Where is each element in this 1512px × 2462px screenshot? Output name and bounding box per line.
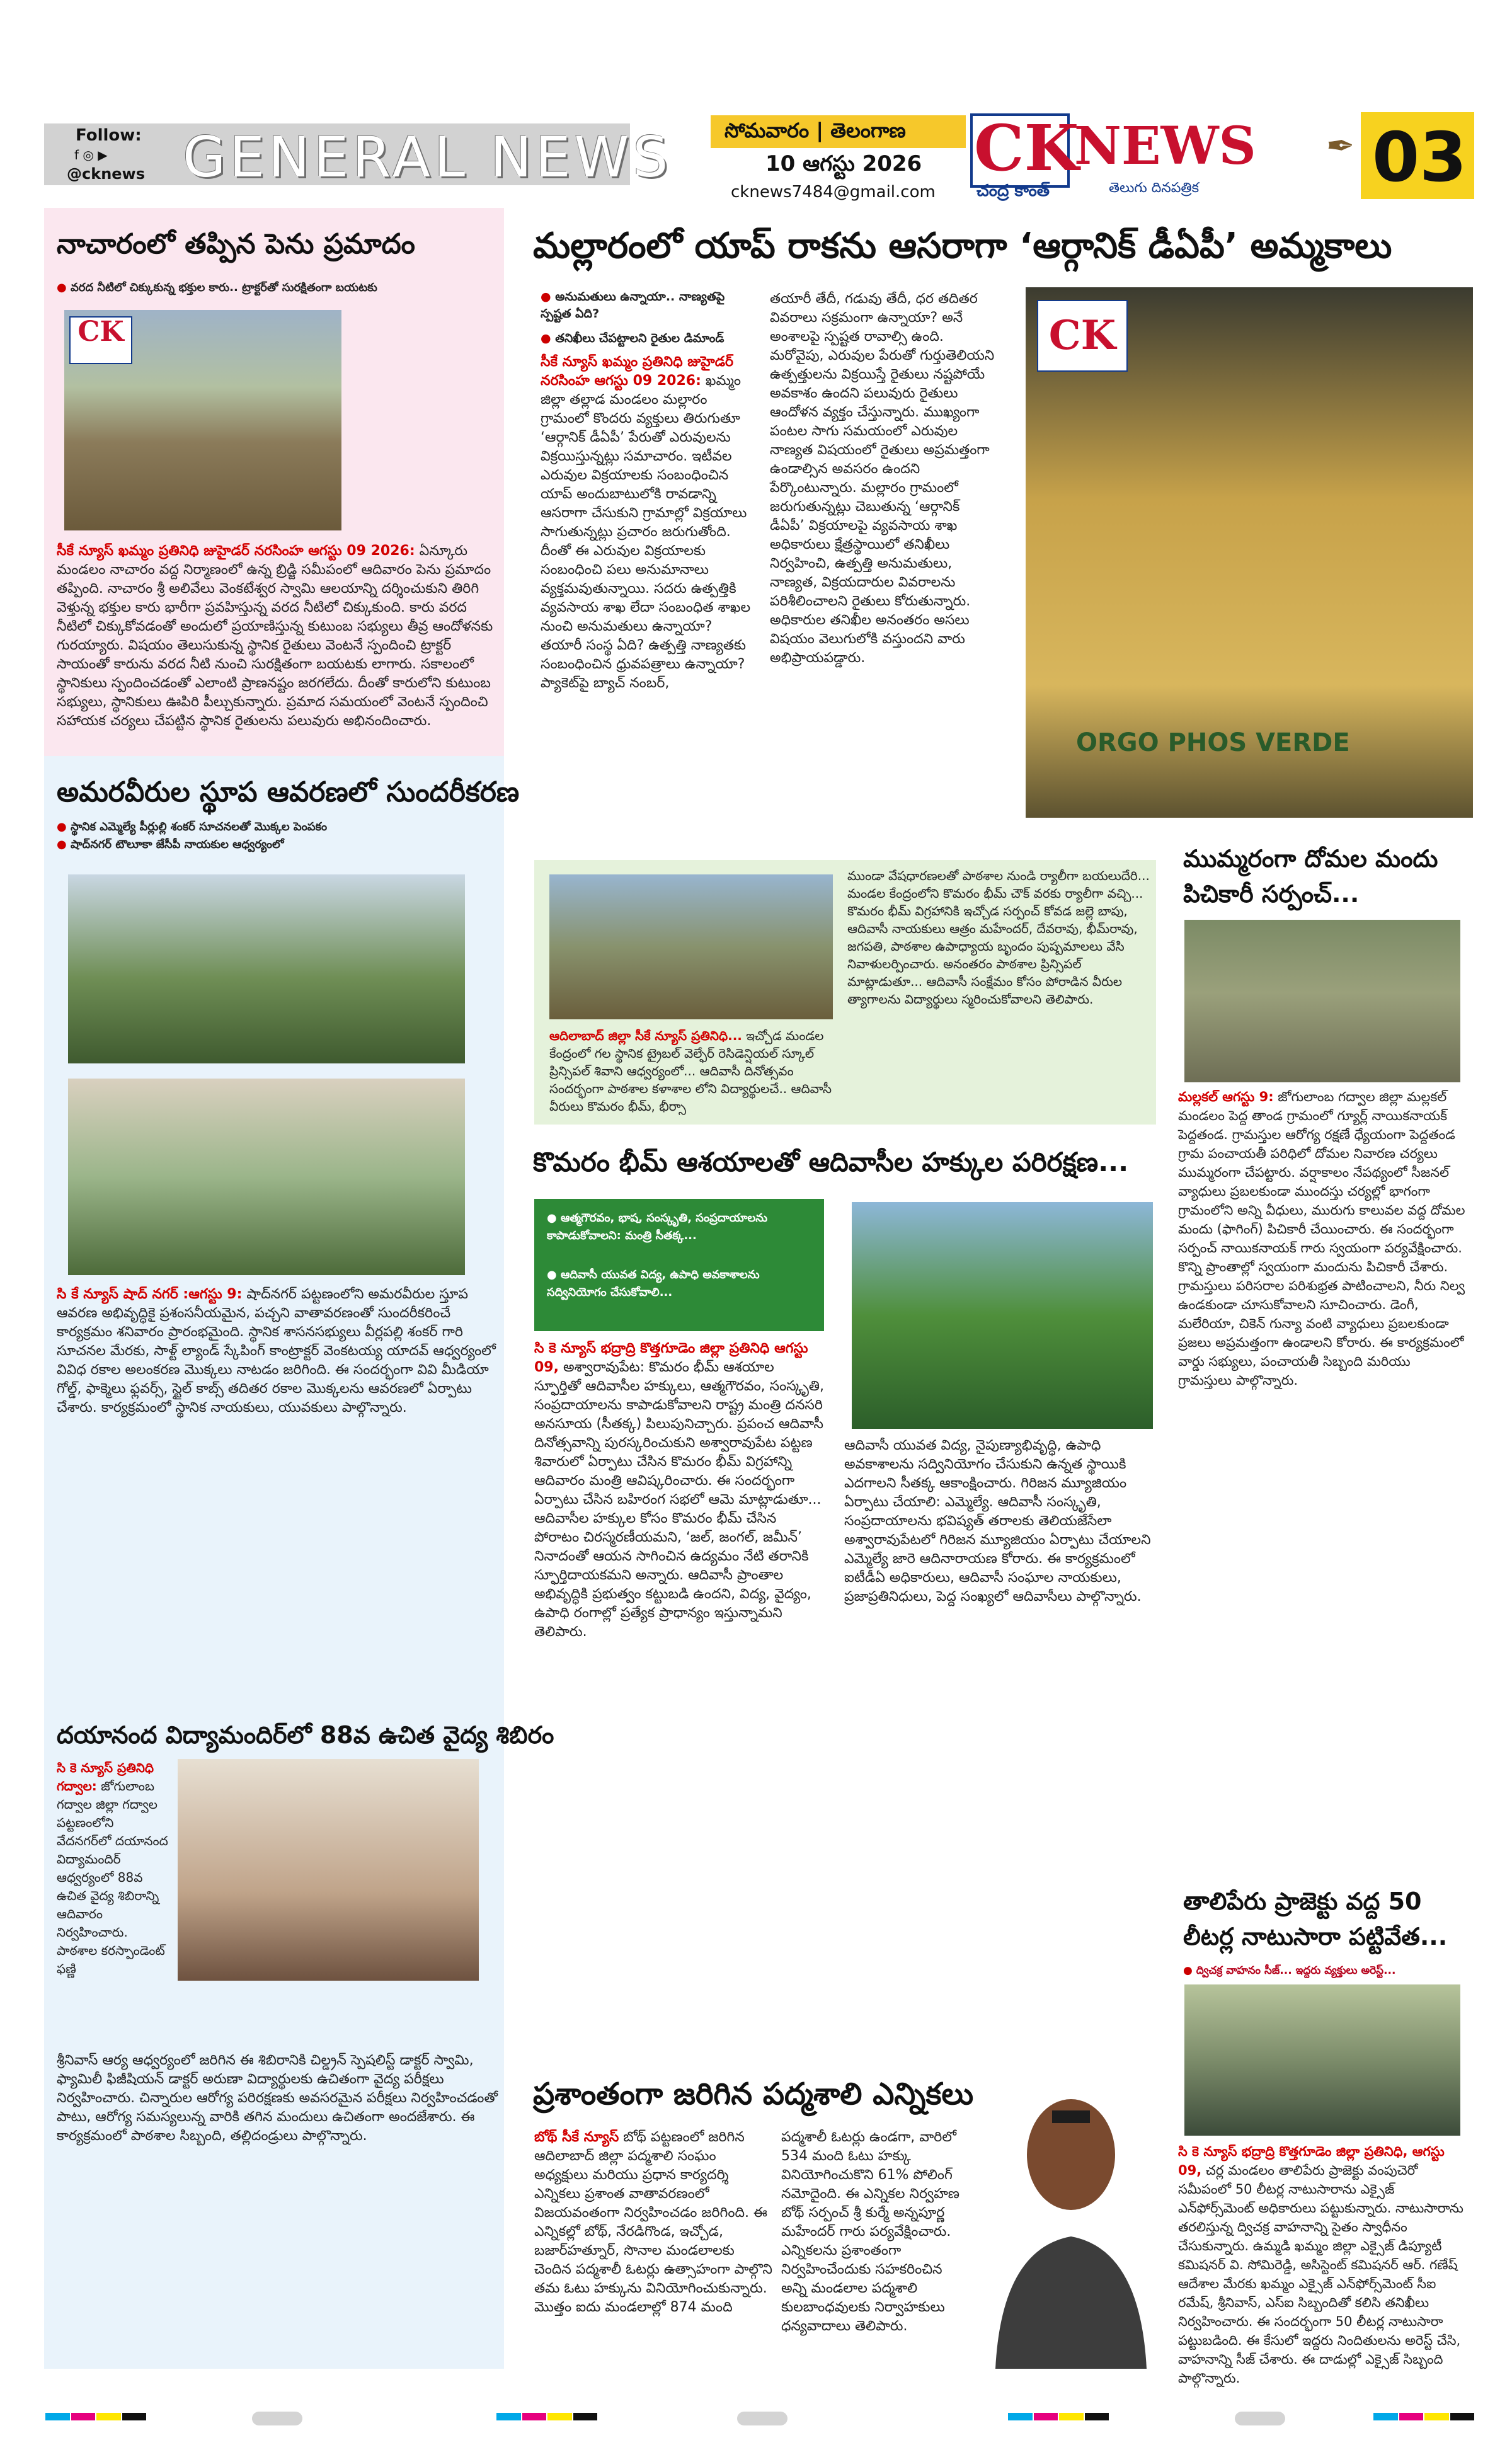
photo-fertilizer-sacks (1026, 287, 1473, 818)
lead-taliperu: సి కె న్యూస్ భద్రాద్రి కొత్తగూడెం జిల్లా ప్రతినిధి, ఆగస్టు 09, (1178, 2144, 1445, 2178)
logo-sub-right: తెలుగు దినపత్రిక (1109, 180, 1200, 196)
oval-mark-1 (252, 2412, 302, 2425)
body-tribal-b: ముండా వేషధారణలతో పాఠశాల నుండి ర్యాలీగా బయలుదేరి... మండల కేంద్రంలోని కొమరం భీమ్ చౌక్ వరకు ర్యాలీగా వచ్చి... కొమరం భీమ్ విగ్రహానికి ఇచ్చోడ సర్పంచ్ కోవడ జల్లె బాపు, ఆదివాసీ నాయకులు ఆత్రం మహేందర్, దేవరావు, భీమ్‌రావు, జగపతి, పాఠశాల ఉపాధ్యాయ బృందం పుష్పమాలలు వేసి నివాళులర్పించారు. అనంతరం పాఠశాల ప్రిన్సిపల్ మాట్లాడుతూ... ఆదివాసీ సంక్షేమం కోసం పోరాడిన వీరుల త్యాగాలను విద్యార్థులు స్మరించుకోవాలని తెలిపారు. (847, 868, 1150, 1007)
body-organic-a (541, 353, 755, 806)
ck-logo-watermark-2: CK (1037, 300, 1128, 372)
cyan-mark (45, 2413, 70, 2420)
sack-label: ORGO PHOS VERDE (1076, 728, 1350, 757)
logo-ck-text: CK (974, 111, 1079, 185)
photo-candidate (983, 2060, 1153, 2369)
photo-fogging (1184, 920, 1460, 1082)
headline-amaraveerula: అమరవీరుల స్థూప ఆవరణలో సుందరీకరణ (57, 776, 520, 808)
black-mark (122, 2413, 147, 2420)
body-organic-b: తయారీ తేదీ, గడువు తేదీ, ధర తదితర వివరాలు సక్రమంగా ఉన్నాయా? అనే అంశాలపై స్పష్టత రావాల్సి ఉంది. మరోవైపు, ఎరువుల పేరుతో గుర్తుతెలియని ఉత్పత్తులను విక్రయిస్తే రైతులు నష్టపోయే అవకాశం ఉందని పలువురు రైతులు ఆందోళన వ్యక్తం చేస్తున్నారు. ముఖ్యంగా పంటల సాగు సమయంలో ఎరువుల నాణ్యత విషయంలో రైతులు అప్రమత్తంగా ఉండాల్సిన అవసరం ఉందని పేర్కొంటున్నారు. మల్లారం గ్రామంలో జరుగుతున్నట్లు చెబుతున్న ‘ఆర్గానిక్ డీఏపీ’ విక్రయాలపై వ్యవసాయ శాఖ అధికారులు క్షేత్రస్థాయిలో తనిఖీలు నిర్వహించి, ఉత్పత్తి అనుమతులు, నాణ్యత, విక్రయదారుల వివరాలను పరిశీలించాలని రైతులు కోరుతున్నారు. అధికారుల తనిఖీల అనంతరం అసలు విషయం వెలుగులోకి వస్తుందని వారు అభిప్రాయపడ్డారు. (770, 291, 995, 666)
registration-marks-mid1 (496, 2413, 597, 2422)
oval-mark-3 (1235, 2412, 1285, 2425)
cyan-mark (496, 2413, 521, 2420)
body-tribal-a (549, 1027, 833, 1121)
headline-padmashali: ప్రశాంతంగా జరిగిన పద్మశాలి ఎన్నికలు (533, 2076, 974, 2112)
text-padmashali-a: బోథ్ పట్టణంలో జరిగిన ఆదిలాబాద్ జిల్లా పద్మశాలి సంఘం అధ్యక్షులు మరియు ప్రధాన కార్యదర్శి ఎన్నికలు ప్రశాంత వాతావరణంలో విజయవంతంగా నిర్వహించడం జరిగింది. ఈ ఎన్నికల్లో బోథ్, నేరడిగొండ, ఇచ్చోడ, బజార్‌హత్నూర్, సొనాల మండలాలకు చెందిన పద్మశాలీ ఓటర్లు ఉత్సాహంగా పాల్గొని తమ ఓటు హక్కును వినియోగించుకున్నారు. మొత్తం ఐదు మండలాల్లో 874 మంది (534, 2129, 772, 2315)
cyan-mark (1008, 2413, 1033, 2420)
black-mark (1085, 2413, 1109, 2420)
lead-mosquito: మల్లకల్ ఆగస్టు 9: (1178, 1089, 1274, 1104)
body-mosquito (1178, 1087, 1468, 1862)
follow-label: Follow: (76, 126, 142, 145)
issue-date: 10 ఆగస్టు 2026 (765, 151, 922, 176)
body-komaram-b: ఆదివాసీ యువత విద్య, నైపుణ్యాభివృద్ధి, ఉపాధి అవకాశాలను సద్వినియోగం చేసుకుని ఉన్నత స్థాయికి ఎదగాలని సీతక్క ఆకాంక్షించారు. గిరిజన మ్యూజియం ఏర్పాటు చేయాలి: ఎమ్మెల్యే. ఆదివాసీ సంస్కృతి, సంప్రదాయాలను భవిష్యత్ తరాలకు తెలియజేసేలా అశ్వారావుపేటలో గిరిజన మ్యూజియం ఏర్పాటు చేయాలని ఎమ్మెల్యే జారె ఆదినారాయణ కోరారు. ఈ కార్యక్రమంలో ఐటీడీఏ అధికారులు, ఆదివాసీ సంఘాల నాయకులు, ప్రజాప్రతినిధులు, పెద్ద సంఖ్యలో ఆదివాసీలు పాల్గొన్నారు. (844, 1438, 1151, 1605)
body-medical-side (57, 1759, 171, 2049)
black-mark (1450, 2413, 1475, 2420)
social-handle[interactable]: @cknews (67, 165, 146, 183)
photo-flood-car (64, 310, 341, 530)
text-tribal-a: ఇచ్చోడ మండల కేంద్రంలో గల స్థానిక ట్రైబల్ వెల్ఫేర్ రెసిడెన్షియల్ స్కూల్ ప్రిన్సిపల్ శివాని ఆధ్వర్యంలో... ఆదివాసీ దినోత్సవం సందర్భంగా పాఠశాల కళాశాల లోని విద్యార్థులచే.. ఆదివాసీ వీరులు కొమరం భీమ్, భీర్సా (549, 1028, 832, 1114)
lead-amaraveerula: సి కే న్యూస్ షాద్ నగర్ :ఆగస్టు 9: (57, 1286, 243, 1302)
body-amaraveerula (57, 1285, 498, 1714)
photo-group-memorial (68, 874, 465, 1063)
body-nacharam (57, 542, 498, 769)
bullet-amaraveerula-1: ● స్థానిక ఎమ్మెల్యే పీర్లుల్లి శంకర్ సూచనలతో మొక్కల పెంపకం (57, 820, 498, 836)
headline-organic-dap: మల్లారంలో యాప్ రాకను ఆసరాగా ‘ఆర్గానిక్ డీఏపీ’ అమ్మకాలు (533, 226, 1392, 266)
text-amaraveerula: షాద్‌నగర్ పట్టణంలోని అమరవీరుల స్తూప ఆవరణ అభివృద్ధికై ప్రశంసనీయమైన, పచ్చని వాతావరణంతో సుందరీకరించే కార్యక్రమం శనివారం ప్రారంభమైంది. స్థానిక శాసనసభ్యులు వీర్లపల్లి శంకర్ గారి సూచనల మేరకు, సాళ్ట్ ల్యాండ్ స్కేపింగ్ కాంట్రాక్టర్ వెంకటయ్య యాదవ్ ఆధ్వర్యంలో వివిధ రకాల అలంకరణ మొక్కలు నాటడం జరిగింది. ఈ సందర్భంగా వివి మీడియా గోల్డ్, ఫాక్మెలు ఫ్లవర్స్, స్టైల్ కాబ్స్ తదితర రకాల మొక్కలను ఆవరణలో ఏర్పాటు చేశారు. కార్యక్రమంలో స్థానిక నాయకులు, యువకులు పాల్గొన్నారు. (57, 1286, 496, 1416)
person-portrait-icon (983, 2060, 1153, 2369)
photo-liquor-seizure (1184, 1984, 1460, 2136)
bullet-organic-2: ● తనిఖీలు చేపట్టాలని రైతుల డిమాండ్ (541, 331, 730, 348)
yellow-mark (1059, 2413, 1084, 2420)
body-komaram-a (534, 1339, 824, 2064)
magenta-mark (71, 2413, 96, 2420)
text-komaram-a: అశ్వారావుపేట: కొమరం భీమ్ ఆశయాల స్ఫూర్తితో ఆదివాసీల హక్కులు, ఆత్మగౌరవం, సంస్కృతి, సంప్రదాయాలను కాపాడుకోవాలని రాష్ట్ర మంత్రి దనసరి అనసూయ (సీతక్క) పిలుపునిచ్చారు. ప్రపంచ ఆదివాసీ దినోత్సవాన్ని పురస్కరించుకుని అశ్వారావుపేట పట్టణ శివారులో ఏర్పాటు చేసిన కొమరం భీమ్ విగ్రహాన్ని ఆదివారం మంత్రి ఆవిష్కరించారు. ఈ సందర్భంగా ఏర్పాటు చేసిన బహిరంగ సభలో ఆమె మాట్లాడుతూ... ఆదివాసీల హక్కుల కోసం కొమరం భీమ్ చేసిన పోరాటం చిరస్మరణీయమని, ‘జల్, జంగల్, జమీన్’ నినాదంతో ఆయన సాగించిన ఉద్యమం నేటి తరానికి స్ఫూర్తిదాయకమని అన్నారు. ఆదివాసీ ప్రాంతాల అభివృద్ధికి ప్రభుత్వం కట్టుబడి ఉందని, విద్య, వైద్యం, ఉపాధి రంగాల్లో ప్రత్యేక ప్రాధాన్యం ఇస్తున్నామని తెలిపారు. (534, 1360, 824, 1640)
cyan-mark (1373, 2413, 1398, 2420)
lead-komaram: సి కె న్యూస్ భద్రాద్రి కొత్తగూడెం జిల్లా ప్రతినిధి ఆగస్టు 09, (534, 1341, 808, 1375)
photo-planting (68, 1079, 465, 1275)
body-medical: శ్రీనివాస్ ఆర్య ఆధ్వర్యంలో జరిగిన ఈ శిబిరానికి చిల్డ్రన్ స్పెషలిస్ట్ డాక్టర్ స్వామి, ఫ్యామిలీ ఫిజీషియన్ డాక్టర్ అరుణా విద్యార్థులకు ఉచితంగా వైద్య పరీక్షలు నిర్వహించారు. చిన్నారుల ఆరోగ్య పరిరక్షణకు అవసరమైన పరీక్షలు నిర్వహించడంతో పాటు, ఆరోగ్య సమస్యలున్న వారికి తగిన మందులు ఉచితంగా అందజేశారు. ఈ కార్యక్రమంలో పాఠశాల సిబ్బంది, తల్లిదండ్రులు పాల్గొన్నారు. (57, 2053, 498, 2144)
yellow-mark (96, 2413, 121, 2420)
body-taliperu (1178, 2142, 1468, 2386)
text-medical-side: జోగులాంబ గద్వాల జిల్లా గద్వాల పట్టణంలోని వేదనగర్‌లో దయానంద విద్యామందిర్ ఆధ్వర్యంలో 88వ ఉచిత వైద్య శిబిరాన్ని ఆదివారం నిర్వహించారు. పాఠశాల కరస్పాండెంట్ ఫణ్ణి (57, 1778, 168, 1976)
page-number: 03 (1372, 118, 1467, 197)
yellow-mark (547, 2413, 572, 2420)
text-mosquito: జోగులాంబ గద్వాల జిల్లా మల్లకల్ మండలం పెద్ద తాండ గ్రామంలో గ్యూర్ల్ నాయికనాయక్ పెద్దతండ. గ్రామస్తుల ఆరోగ్య రక్షణే ధ్యేయంగా పెద్దతండ గ్రామ పంచాయతీ పరిధిలో దోమల నివారణ చర్యలు ముమ్మరంగా చేపట్టారు. వర్షాకాలం నేపథ్యంలో సీజనల్ వ్యాధులు ప్రబలకుండా ముందస్తు చర్యల్లో భాగంగా గ్రామంలోని అన్ని వీధులు, మురుగు కాలువల వద్ద దోమల మందు (ఫాగింగ్) పిచికారీ చేయించారు. ఈ సందర్భంగా సర్పంచ్ నాయికనాయక్ గారు స్వయంగా పర్యవేక్షించారు. కొన్ని ప్రాంతాల్లో స్వయంగా మందును పిచికారీ చేశారు. గ్రామస్తులు పరిసరాల పరిశుభ్రత పాటించాలని, నీరు నిల్వ ఉండకుండా చూసుకోవాలని సూచించారు. డెంగీ, మలేరియా, చికెన్ గున్యా వంటి వ్యాధులు ప్రబలకుండా ప్రజలు అప్రమత్తంగా ఉండాలని కోరారు. ఈ కార్యక్రమంలో వార్డు సభ్యులు, పంచాయతీ సిబ్బంది మరియు గ్రామస్తులు పాల్గొన్నారు. (1178, 1089, 1465, 1388)
lead-organic: సీకే న్యూస్ ఖమ్మం ప్రతినిధి జుహైడర్ నరసింహ ఆగస్టు 09 2026: (541, 354, 734, 389)
bullet-nacharam: ● వరద నీటిలో చిక్కుకున్న భక్తుల కారు.. ట్రాక్టర్‌తో సురక్షితంగా బయటకు (57, 281, 498, 297)
contact-email[interactable]: cknews7484@gmail.com (731, 183, 936, 202)
magenta-mark (1034, 2413, 1058, 2420)
headline-mosquito-spray: ముమ్మరంగా దోమల మందు పిచికారీ సర్పంచ్... (1183, 845, 1438, 908)
body-padmashali-b: పద్మశాలీ ఓటర్లు ఉండగా, వారిలో 534 మంది ఓటు హక్కు వినియోగించుకొని 61% పోలింగ్ నమోదైంది. ఈ ఎన్నికల నిర్వహణ బోథ్ సర్పంచ్ శ్రీ కుర్మే అన్నపూర్ణ మహేందర్ గారు పర్యవేక్షించారు. ఎన్నికలను ప్రశాంతంగా నిర్వహించేందుకు సహకరించిన అన్ని మండలాల పద్మశాలి కులబాంధవులకు నిర్వాహకులు ధన్యవాదాలు తెలిపారు. (781, 2129, 959, 2334)
headline-medical-camp: దయానంద విద్యామందిర్‌లో 88వ ఉచిత వైద్య శిబిరం (57, 1721, 554, 1749)
registration-marks-mid2 (1008, 2413, 1109, 2422)
social-icons[interactable]: f ◎ ▶ (74, 147, 108, 163)
black-mark (573, 2413, 598, 2420)
day-place: సోమవారం | తెలంగాణ (724, 118, 906, 142)
bullet-amaraveerula-2: ● షాద్‌నగర్ టౌలూకా జేసీపీ నాయకుల ఆధ్వర్యంలో (57, 838, 498, 854)
registration-marks-right (1373, 2413, 1474, 2422)
text-taliperu: చర్ల మండలం తాలిపేరు ప్రాజెక్టు వంపుచెరో సమీపంలో 50 లీటర్ల నాటుసారాను ఎక్సైజ్ ఎన్‌ఫోర్స్‌మెంట్ అధికారులు పట్టుకున్నారు. నాటుసారాను తరలిస్తున్న ద్విచక్ర వాహనాన్ని సైతం స్వాధీనం చేసుకున్నారు. ఉమ్మడి ఖమ్మం జిల్లా ఎక్సైజ్ డిప్యూటీ కమిషనర్ వి. సోమిరెడ్డి, అసిస్టెంట్ కమిషనర్ ఆర్. గణేష్ ఆదేశాల మేరకు ఖమ్మం ఎక్సైజ్ ఎన్‌ఫోర్స్‌మెంట్ సీఐ రమేష్, శ్రీనివాస్, ఎస్ఐ సిబ్బందితో కలిసి తనిఖీలు నిర్వహించారు. ఈ సందర్భంగా 50 లీటర్ల నాటుసారా పట్టుబడింది. ఈ కేసులో ఇద్దరు నిందితులను అరెస్ట్ చేసి, వాహనాన్ని సీజ్ చేశారు. ఈ దాడుల్లో ఎక్సైజ్ సిబ్బంది పాల్గొన్నారు. (1178, 2163, 1463, 2386)
text-organic-a: ఖమ్మం జిల్లా తల్లాడ మండలం మల్లారం గ్రామంలో కొందరు వ్యక్తులు తిరుగుతూ ‘ఆర్గానిక్ డీఏపీ’ పేరుతో ఎరువులను విక్రయిస్తున్నట్లు సమాచారం. ఇటీవల ఎరువుల విక్రయాలకు సంబంధించిన యాప్ అందుబాటులోకి రావడాన్ని ఆసరాగా చేసుకుని గ్రామాల్లో విక్రయాలు సాగుతున్నట్లు ప్రచారం జరుగుతోంది. దీంతో ఈ ఎరువుల విక్రయాలకు సంబంధించి పలు అనుమానాలు వ్యక్తమవుతున్నాయి. సదరు ఉత్పత్తికి వ్యవసాయ శాఖ లేదా సంబంధిత శాఖల నుంచి అనుమతులు ఉన్నాయా? తయారీ సంస్థ ఏది? ఉత్పత్తి నాణ్యతకు సంబంధించిన ధ్రువపత్రాలు ఉన్నాయా? ప్యాకెట్‌పై బ్యాచ్ నంబర్, (541, 373, 751, 691)
ck-logo-watermark: CK (69, 316, 132, 364)
pen-icon: ✒ (1326, 126, 1355, 166)
headline-komaram-bheem: కొమరం భీమ్ ఆశయాలతో ఆదివాసీల హక్కుల పరిరక్షణ... (533, 1147, 1129, 1177)
page-number-box (1361, 112, 1474, 199)
bullet-taliperu: ● ద్విచక్ర వాహనం సీజ్... ఇద్దరు వ్యక్తులు అరెస్ట్... (1183, 1964, 1467, 1979)
ck-news-logo (970, 113, 1361, 202)
magenta-mark (522, 2413, 547, 2420)
text-nacharam: ఏన్కూరు మండలం నాచారం వద్ద నిర్మాణంలో ఉన్న బ్రిడ్జి సమీపంలో ఆదివారం పెను ప్రమాదం తప్పింది. నాచారం శ్రీ అలివేలు వెంకటేశ్వర స్వామి ఆలయాన్ని దర్శించుకుని తిరిగి వెళ్తున్న భక్తుల కారు భారీగా ప్రవహిస్తున్న వరద నీటిలో చిక్కుకుంది. కారు వరద నీటిలో చిక్కుకోవడంతో అందులో ప్రయాణిస్తున్న కుటుంబ సభ్యులు తీవ్ర ఆందోళనకు గురయ్యారు. విషయం తెలుసుకున్న స్థానిక రైతులు వెంటనే స్పందించి ట్రాక్టర్ సాయంతో కారును వరద నీటి నుంచి సురక్షితంగా బయటకు లాగారు. సకాలంలో స్థానికులు స్పందించడంతో ఎలాంటి ప్రాణనష్టం జరగలేదు. దీంతో కారులోని కుటుంబ సభ్యులు, స్థానికులు ఊపిరి పీల్చుకున్నారు. ప్రమాద సమయంలో వెంటనే స్పందించి సహాయక చర్యలు చేపట్టిన స్థానిక రైతులను పలువురు అభినందించారు. (57, 543, 493, 729)
bullet-organic-1: ● అనుమతులు ఉన్నాయా.. నాణ్యతపై స్పష్టత ఏది? (541, 290, 730, 324)
lead-tribal: ఆదిలాబాద్ జిల్లా సీకే న్యూస్ ప్రతినిధి... (549, 1028, 742, 1043)
photo-tribal-rally (549, 874, 833, 1019)
logo-sub-left: చంద్ర కాంత్ (976, 181, 1050, 200)
registration-marks-left (45, 2413, 146, 2422)
magenta-mark (1399, 2413, 1424, 2420)
section-title: GENERAL NEWS (183, 125, 672, 190)
yellow-mark (1424, 2413, 1449, 2420)
headline-nacharam: నాచారంలో తప్పిన పెను ప్రమాదం (57, 228, 415, 260)
lead-medical: సి కె న్యూస్ ప్రతినిధి గద్వాల: (57, 1760, 154, 1794)
oval-mark-2 (737, 2412, 788, 2425)
bullet-komaram-1: ● ఆత్మగౌరవం, భాష, సంస్కృతి, సంప్రదాయాలను కాపాడుకోవాలని: మంత్రి సీతక్క... (547, 1210, 811, 1245)
headline-taliperu: తాలిపేరు ప్రాజెక్టు వద్ద 50 లీటర్ల నాటుసారా పట్టివేత... (1183, 1887, 1448, 1950)
bullet-komaram-2: ● ఆదివాసీ యువత విద్య, ఉపాధి అవకాశాలను సద్వినియోగం చేసుకోవాలి... (547, 1266, 811, 1302)
body-padmashali-a (534, 2128, 774, 2361)
logo-news-text: NEWS (1074, 116, 1256, 176)
lead-padmashali: బోథ్ సీకే న్యూస్ (534, 2129, 619, 2145)
lead-nacharam: సీకే న్యూస్ ఖమ్మం ప్రతినిధి జుహైడర్ నరసింహ ఆగస్టు 09 2026: (57, 543, 415, 559)
photo-komaram-event (852, 1202, 1153, 1429)
photo-medical-camp (178, 1759, 479, 1981)
